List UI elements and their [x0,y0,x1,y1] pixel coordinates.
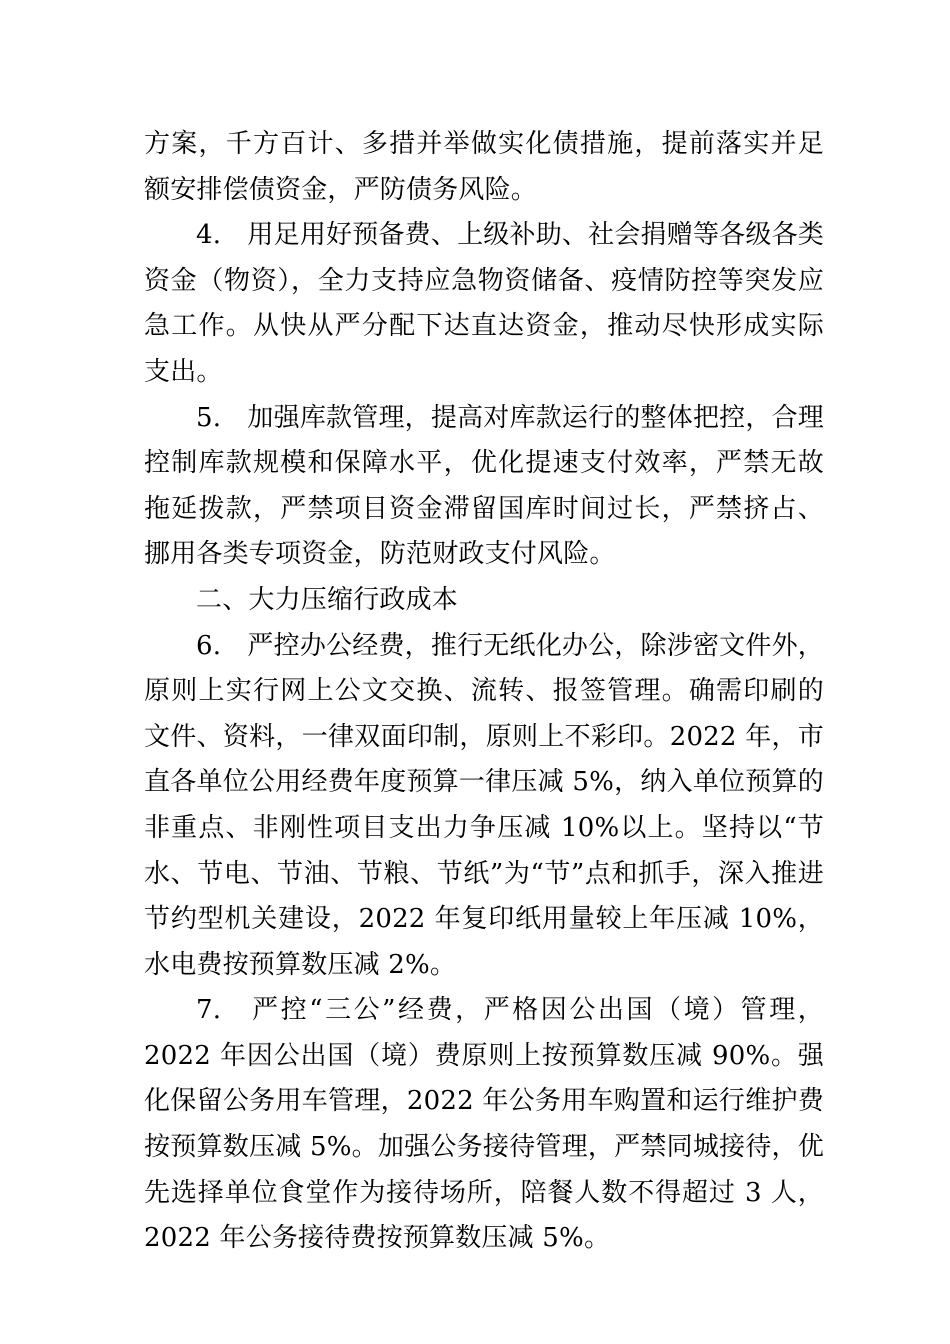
paragraph-item-6: 6. 严控办公经费，推行无纸化办公，除涉密文件外，原则上实行网上公文交换、流转、报签管理。确需印刷的文件、资料，一律双面印制，原则上不彩印。2022 年，市直各单位公用经费年度预算一律压减 5%，纳入单位预算的非重点、非刚性项目支出力争压减 10%以上。坚持以“节水、节电、节油、节粮、节纸”为“节”点和抓手，深入推进节约型机关建设，2022 年复印纸用量较上年压减 10%，水电费按预算数压减 2%。 [144,630,824,980]
paragraph-item-5: 5. 加强库款管理，提高对库款运行的整体把控，合理控制库款规模和保障水平，优化提速支付效率，严禁无故拖延拨款，严禁项目资金滞留国库时间过长，严禁挤占、挪用各类专项资金，防范财政支付风险。 [144,402,824,570]
document-body [144,122,824,1262]
paragraph-item-4: 4. 用足用好预备费、上级补助、社会捐赠等各级各类资金（物资），全力支持应急物资储备、疫情防控等突发应急工作。从快从严分配下达直达资金，推动尽快形成实际支出。 [144,220,824,387]
paragraph-item-7: 7. 严控“三公”经费，严格因公出国（境）管理，2022 年因公出国（境）费原则上按预算数压减 90%。强化保留公务用车管理，2022 年公务用车购置和运行维护费按预算数压减 5%。加强公务接待管理，严禁同城接待，优先选择单位食堂作为接待场所，陪餐人数不得超过 3 人，2022 年公务接待费按预算数压减 5%。 [144,995,824,1254]
paragraph-continuation: 方案，千方百计、多措并举做实化债措施，提前落实并足额安排偿债资金，严防债务风险。 [144,129,824,205]
section-heading-2: 二、大力压缩行政成本 [196,584,459,615]
